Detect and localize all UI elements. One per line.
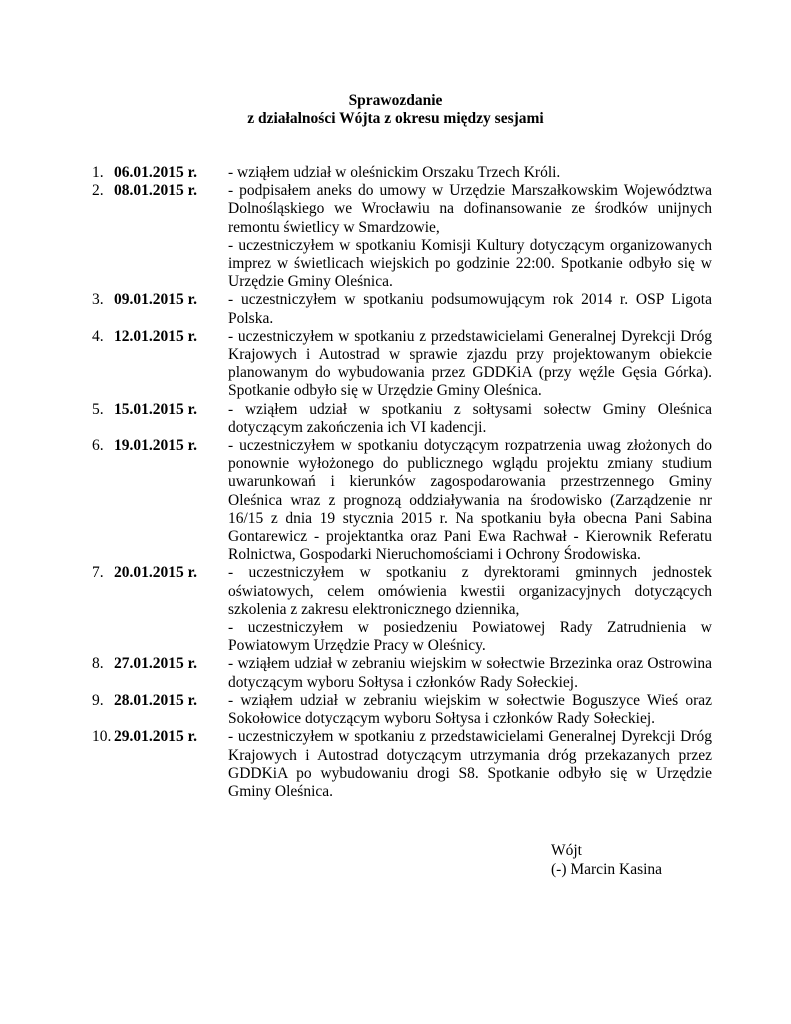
entry-date: 08.01.2015 r.: [114, 182, 197, 200]
report-entry: [92, 728, 712, 801]
entry-description: [228, 291, 712, 327]
report-entry: [92, 401, 712, 437]
report-entry: [92, 164, 712, 182]
entry-paragraph: - uczestniczyłem w spotkaniu podsumowującym rok 2014 r. OSP Ligota Polska.: [228, 291, 712, 327]
entry-paragraph: - wziąłem udział w oleśnickim Orszaku Trzech Króli.: [228, 164, 561, 181]
entry-description: [228, 655, 712, 691]
entry-number: 7.: [92, 564, 104, 582]
entry-paragraph: - wziąłem udział w zebraniu wiejskim w sołectwie Boguszyce Wieś oraz Sokołowice dotyczącym wyboru Sołtysa i członków Rady Sołeckiej.: [228, 691, 712, 728]
entry-number: 9.: [92, 691, 104, 709]
report-entry: [92, 564, 712, 655]
entry-date: 20.01.2015 r.: [114, 564, 197, 582]
report-entries-list: [92, 164, 712, 801]
entry-date: 12.01.2015 r.: [114, 327, 197, 345]
entry-date: 06.01.2015 r.: [114, 164, 197, 181]
entry-paragraph: - podpisałem aneks do umowy w Urzędzie Marszałkowskim Województwa Dolnośląskiego we Wrocławiu na dofinansowanie ze środków unijnych remontu świetlicy w Smardzowie,: [228, 182, 712, 236]
signature-name: (-) Marcin Kasina: [551, 860, 663, 878]
entry-date: 15.01.2015 r.: [114, 400, 197, 418]
report-entry: [92, 655, 712, 691]
signature-block: [551, 842, 662, 879]
entry-date: 19.01.2015 r.: [114, 437, 197, 455]
entry-paragraph: - wziąłem udział w zebraniu wiejskim w sołectwie Brzezinka oraz Ostrowina dotyczącym wyboru Sołtysa i członków Rady Sołeckiej.: [228, 655, 712, 691]
report-entry: [92, 291, 712, 327]
entry-number: 10.: [92, 728, 112, 746]
report-entry: [92, 328, 712, 401]
entry-description: [228, 728, 712, 801]
entry-number: 6.: [92, 437, 104, 455]
entry-number: 3.: [92, 291, 104, 309]
report-entry: [92, 437, 712, 564]
signature-role: Wójt: [551, 842, 582, 859]
entry-description: [228, 328, 712, 401]
entry-number: 4.: [92, 327, 104, 345]
entry-description: [228, 692, 712, 728]
entry-description: [228, 401, 712, 437]
entry-paragraph: - uczestniczyłem w spotkaniu z przedstawicielami Generalnej Dyrekcji Dróg Krajowych i Autostrad dotyczącym utrzymania dróg przekazanych przez GDDKiA po wybudowaniu drogi S8. Spotkanie odbyło się w Urzędzie Gminy Oleśnica.: [228, 728, 712, 800]
entry-number: 5.: [92, 400, 104, 418]
document-title: Sprawozdanie: [348, 92, 443, 109]
entry-description: [228, 437, 712, 564]
entry-paragraph: - uczestniczyłem w posiedzeniu Powiatowej Rady Zatrudnienia w Powiatowym Urzędzie Pracy w Oleśnicy.: [228, 619, 712, 655]
entry-date: 28.01.2015 r.: [114, 691, 197, 709]
entry-date: 29.01.2015 r.: [114, 728, 197, 746]
entry-date: 09.01.2015 r.: [114, 291, 197, 309]
entry-paragraph: - uczestniczyłem w spotkaniu Komisji Kultury dotyczącym organizowanych imprez w świetlicach wiejskich po godzinie 22:00. Spotkanie odbyło się w Urzędzie Gminy Oleśnica.: [228, 236, 712, 291]
report-entry: [92, 182, 712, 291]
entry-description: [228, 182, 712, 291]
entry-paragraph: - uczestniczyłem w spotkaniu z dyrektorami gminnych jednostek oświatowych, celem omówienia kwestii organizacyjnych dotyczących szkolenia z zakresu elektronicznego dziennika,: [228, 564, 712, 618]
report-entry: [92, 692, 712, 728]
document-header: [0, 92, 791, 128]
entry-description: [228, 164, 712, 182]
entry-number: 2.: [92, 182, 104, 200]
entry-paragraph: - wziąłem udział w spotkaniu z sołtysami sołectw Gminy Oleśnica dotyczącym zakończenia ich VI kadencji.: [228, 400, 712, 436]
entry-description: [228, 564, 712, 655]
entry-number: 1.: [92, 164, 104, 181]
entry-number: 8.: [92, 655, 104, 673]
entry-paragraph: - uczestniczyłem w spotkaniu dotyczącym rozpatrzenia uwag złożonych do ponownie wyłożonego do publicznego wglądu projektu zmiany studium uwarunkowań i kierunków zagospodarowania przestrzennego Gminy Oleśnica wraz z prognozą oddziaływania na środowisko (Zarządzenie nr 16/15 z dnia 19 stycznia 2015 r. Na spotkaniu była obecna Pani Sabina Gontarewicz - projektantka oraz Pani Ewa Rachwał - Kierownik Referatu Rolnictwa, Gospodarki Nieruchomościami i Ochrony Środowiska.: [228, 437, 712, 564]
entry-paragraph: - uczestniczyłem w spotkaniu z przedstawicielami Generalnej Dyrekcji Dróg Krajowych i Autostrad w sprawie zjazdu przy projektowanym obiekcie planowanym do wybudowania przez GDDKiA (przy węźle Gęsia Górka). Spotkanie odbyło się w Urzędzie Gminy Oleśnica.: [228, 327, 712, 400]
entry-date: 27.01.2015 r.: [114, 655, 197, 673]
document-subtitle: z działalności Wójta z okresu między sesjami: [247, 110, 544, 127]
